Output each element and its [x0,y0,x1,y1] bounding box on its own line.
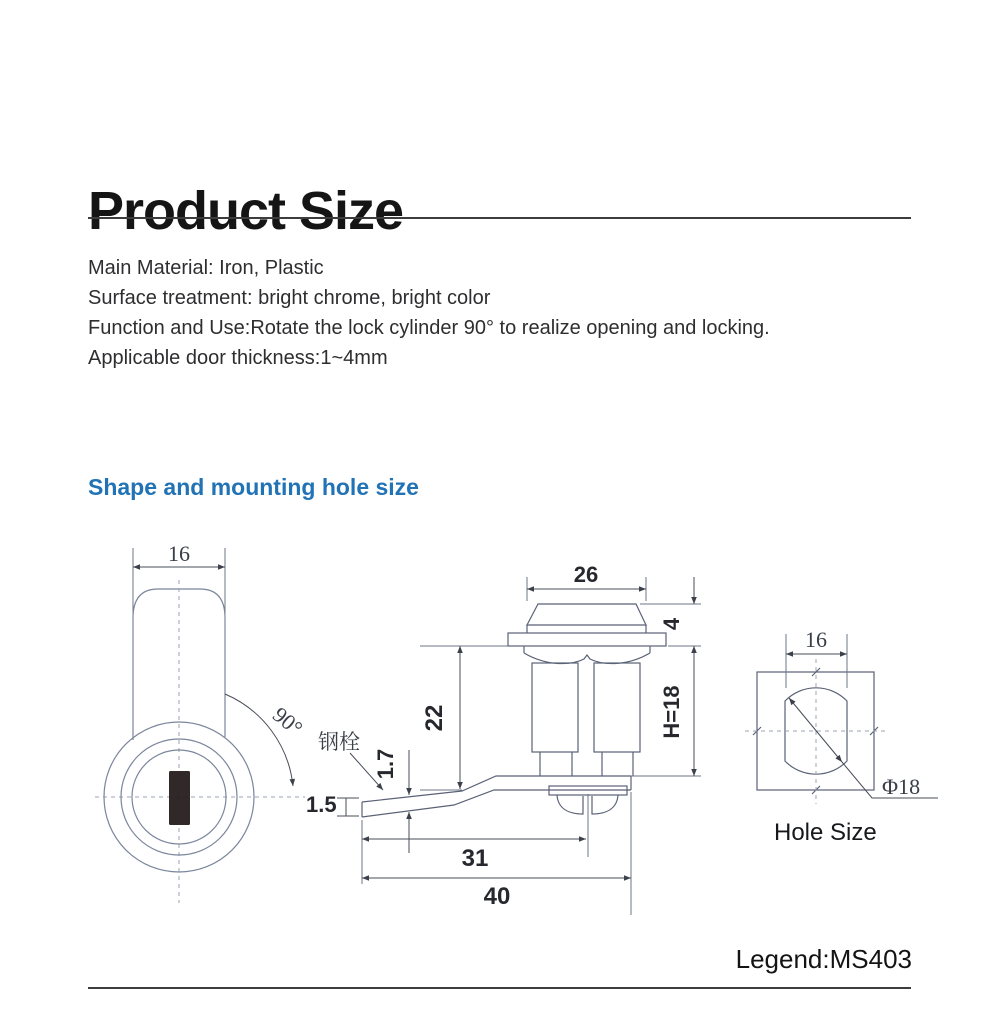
thread-left [532,663,578,752]
lock-cap-outline [527,604,646,625]
cam-bottom-edge [362,790,631,817]
thread-height-dim-label: H=18 [659,685,684,739]
spec-line-material: Main Material: Iron, Plastic [88,257,324,279]
cam-top-edge [362,776,631,802]
technical-drawing [0,530,1000,930]
hole-flat-width-dim-label: 16 [805,627,827,652]
body-height-dim-label: 22 [421,704,448,732]
flange-outline [508,633,666,646]
cap-width-dim-label: 26 [573,562,599,587]
front-view-drawing [306,562,701,915]
pin-offset-dim-label: 31 [461,845,489,872]
tip-thickness-bracket [337,798,359,816]
cap-height-dim-label: 4 [659,617,684,631]
key-slot [169,771,190,825]
hole-size-caption: Hole Size [774,819,877,846]
thread-right [594,663,640,752]
cam-length-dim-label: 40 [483,883,511,910]
screw-dome-right [592,795,618,814]
spec-line-surface: Surface treatment: bright chrome, bright color [88,287,491,309]
rotation-angle-label: 90° [267,701,308,741]
legend-text: Legend:MS403 [735,944,912,974]
title-divider [88,217,911,219]
cam-thickness-dim-label: 1.7 [373,748,398,780]
spec-list [88,253,770,373]
spec-line-function: Function and Use:Rotate the lock cylinder 90° to realize opening and locking. [88,317,770,339]
page-title: Product Size [88,181,404,242]
body-lower-edge [524,653,650,664]
hole-diameter-dim-label: Φ18 [882,774,921,799]
cam-callout-label: 钢栓 [318,731,360,754]
spec-line-thickness: Applicable door thickness:1~4mm [88,347,388,369]
hole-size-drawing [745,627,938,846]
tip-thickness-dim-label: 1.5 [306,792,337,817]
section-heading: Shape and mounting hole size [88,474,419,500]
side-width-dim-label: 16 [168,541,190,566]
side-view-drawing [95,541,308,903]
bottom-divider [88,987,911,989]
screw-dome-left [557,795,583,814]
